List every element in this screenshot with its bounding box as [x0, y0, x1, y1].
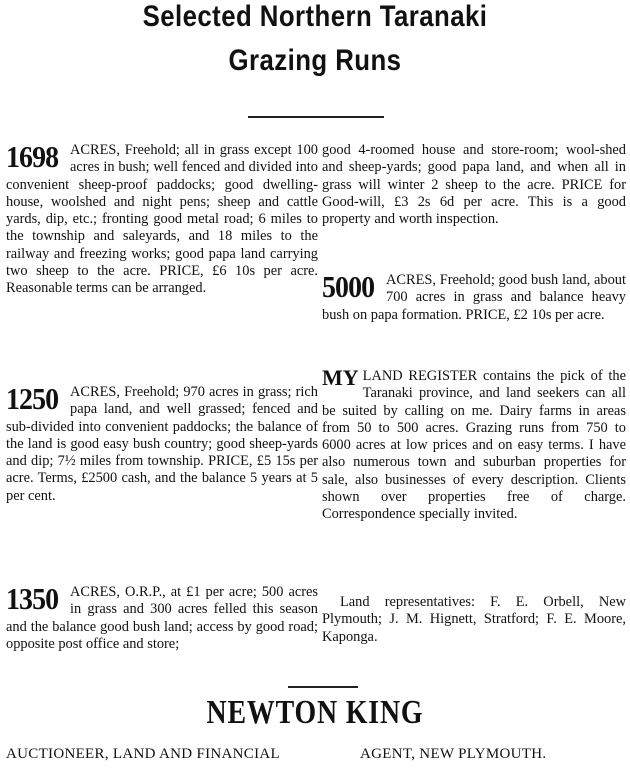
listing-description: ACRES, Freehold; good bush land, about 700 acres in grass and balance heavy bush on papa formation. PRICE, £2 10s per acre.	[322, 272, 626, 323]
register-initial: MY	[322, 365, 359, 390]
listing-acres-number: 1698	[6, 139, 59, 174]
register-text: LAND REGISTER contains the pick of the Taranaki province, and land seekers can all be suited by calling on me. Dairy farms in areas from 50 to 500 acres. Grazing runs from 750 to 6000 acres at low prices and on easy terms. I have also numerous town and suburban properties for sale, also businesses of every description. Clients shown over properties free of charge. Correspondence specially invited.	[322, 368, 626, 523]
listing-1250	[6, 381, 318, 505]
land-representatives	[322, 594, 626, 646]
continuation-text: good 4-roomed house and store-room; wool-shed and sheep-yards; good papa land, and when all in grass will winter 2 sheep to the acre. PRICE for Good-will, £3 2s 6d per acre. This is a good property and worth inspection.	[322, 142, 626, 228]
listing-description: ACRES, Freehold; 970 acres in grass; rich papa land, and well grassed; fenced and sub-divided into convenient paddocks; the balance of the land is good easy bush country; good sheep-yards and dip; 7½ miles from township. PRICE, £5 15s per acre. Terms, £2500 cash, and the balance 5 years at 5 per cent.	[6, 384, 318, 504]
listing-acres-number: 5000	[322, 269, 375, 304]
representatives-text: Land representatives: F. E. Orbell, New Plymouth; J. M. Hignett, Stratford; F. E. Moore, Kaponga.	[322, 594, 626, 645]
footer-left: AUCTIONEER, LAND AND FINANCIAL	[6, 746, 280, 762]
listing-1698-continuation	[322, 142, 626, 228]
listing-1350	[6, 581, 318, 653]
listing-5000	[322, 269, 626, 324]
listing-1698	[6, 139, 318, 298]
listing-description: ACRES, O.R.P., at £1 per acre; 500 acres in grass and 300 acres felled this season and the balance good bush land; access by good road; opposite post office and store;	[6, 584, 318, 652]
heading-line-1: Selected Northern Taranaki	[142, 0, 488, 33]
signature-divider	[288, 686, 358, 688]
listing-acres-number: 1250	[6, 381, 59, 416]
heading-divider	[248, 116, 384, 118]
land-register	[322, 365, 626, 524]
signature-name: NEWTON KING	[206, 694, 424, 731]
listing-acres-number: 1350	[6, 581, 59, 616]
footer-right: AGENT, NEW PLYMOUTH.	[360, 746, 547, 762]
heading-line-2: Grazing Runs	[228, 44, 402, 77]
listing-description: ACRES, Freehold; all in grass except 100 acres in bush; well fenced and divided into convenient sheep-proof paddocks; good dwelling-house, woolshed and night pens; sheep and cattle yards, dip, etc.; fronting good metal road; 6 miles to the township and saleyards, and 18 miles to the railway and freezing works; good papa land carrying two sheep to the acre. PRICE, £6 10s per acre. Reasonable terms can be arranged.	[6, 142, 318, 297]
